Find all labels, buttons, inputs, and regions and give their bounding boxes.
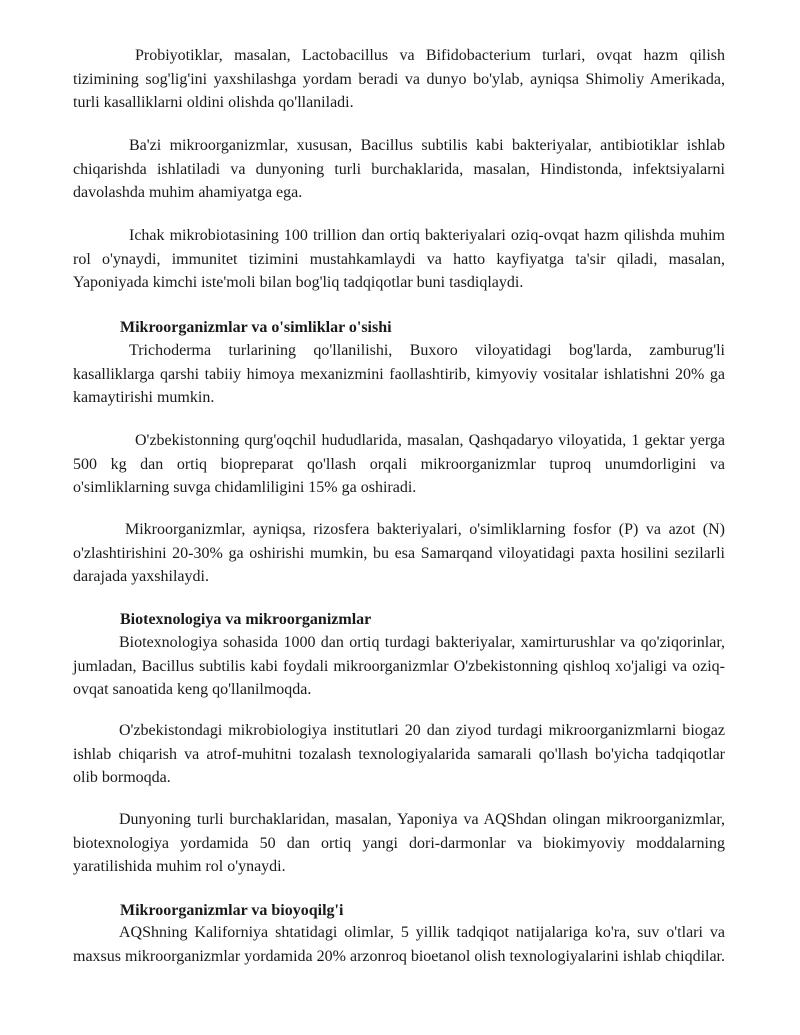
- paragraph-california: AQShning Kaliforniya shtatidagi olimlar, 5 yillik tadqiqot natijalariga ko'ra, suv o'tlari va maxsus mikroorganizmlar yordamida 20% arzonroq bioetanol olish texnologiyalarini ishlab chiqdilar.: [73, 924, 725, 965]
- paragraph-institutes: O'zbekistondagi mikrobiologiya institutlari 20 dan ziyod turdagi mikroorganizmlarni biogaz ishlab chiqarish va atrof-muhitni tozalash texnologiyalarida samarali qo'llash bo'yicha tadqiqotlar olib bormoqda.: [73, 722, 725, 786]
- section-heading-biotechnology: Biotexnologiya va mikroorganizmlar: [120, 611, 372, 628]
- paragraph-gut-microbiota: Ichak mikrobiotasining 100 trillion dan ortiq bakteriyalari oziq-ovqat hazm qilishda muhim rol o'ynaydi, immunitet tizimini mustahkamlaydi va hatto kayfiyatga ta'sir qiladi, masalan, Yaponiyada kimchi iste'moli bilan bog'liq tadqiqotlar buni tasdiqlaydi.: [73, 227, 725, 291]
- section-heading-plant-growth: Mikroorganizmlar va o'simliklar o'sishi: [120, 319, 392, 336]
- paragraph-trichoderma: Trichoderma turlarining qo'llanilishi, Buxoro viloyatidagi bog'larda, zamburug'li kasalliklarga qarshi tabiiy himoya mexanizmini faollashtirib, kimyoviy vositalar ishlatishni 20% ga kamaytirishi mumkin.: [73, 342, 725, 406]
- paragraph-rhizosphere: Mikroorganizmlar, ayniqsa, rizosfera bakteriyalari, o'simliklarning fosfor (P) va azot (N) o'zlashtirishini 20-30% ga oshirishi mumkin, bu esa Samarqand viloyatidagi paxta hosilini sezilarli darajada yaxshilaydi.: [73, 521, 725, 585]
- paragraph-biotech-industry: Biotexnologiya sohasida 1000 dan ortiq turdagi bakteriyalar, xamirturushlar va qo'ziqorinlar, jumladan, Bacillus subtilis kabi foydali mikroorganizmlar O'zbekistonning qishloq xo'jaligi va oziq-ovqat sanoatida keng qo'llanilmoqda.: [73, 634, 725, 698]
- paragraph-qashqadaryo: O'zbekistonning qurg'oqchil hududlarida, masalan, Qashqadaryo viloyatida, 1 gektar yerga 500 kg dan ortiq biopreparat qo'llash orqali mikroorganizmlar tuproq unumdorligini va o'simliklarning suvga chidamliligini 15% ga oshiradi.: [73, 432, 725, 496]
- paragraph-antibiotics: Ba'zi mikroorganizmlar, xususan, Bacillus subtilis kabi bakteriyalar, antibiotiklar ishlab chiqarishda ishlatiladi va dunyoning turli burchaklarida, masalan, Hindistonda, infektsiyalarni davolashda muhim ahamiyatga ega.: [73, 137, 725, 201]
- section-heading-biofuel: Mikroorganizmlar va bioyoqilg'i: [120, 902, 344, 919]
- paragraph-probiotics: Probiyotiklar, masalan, Lactobacillus va Bifidobacterium turlari, ovqat hazm qilish tizimining sog'lig'ini yaxshilashga yordam beradi va dunyo bo'ylab, ayniqsa Shimoliy Amerikada, turli kasalliklarni oldini olishda qo'llaniladi.: [73, 47, 725, 111]
- paragraph-medicines: Dunyoning turli burchaklaridan, masalan, Yaponiya va AQShdan olingan mikroorganizmlar, biotexnologiya yordamida 50 dan ortiq yangi dori-darmonlar va biokimyoviy moddalarning yaratilishida muhim rol o'ynaydi.: [73, 811, 725, 875]
